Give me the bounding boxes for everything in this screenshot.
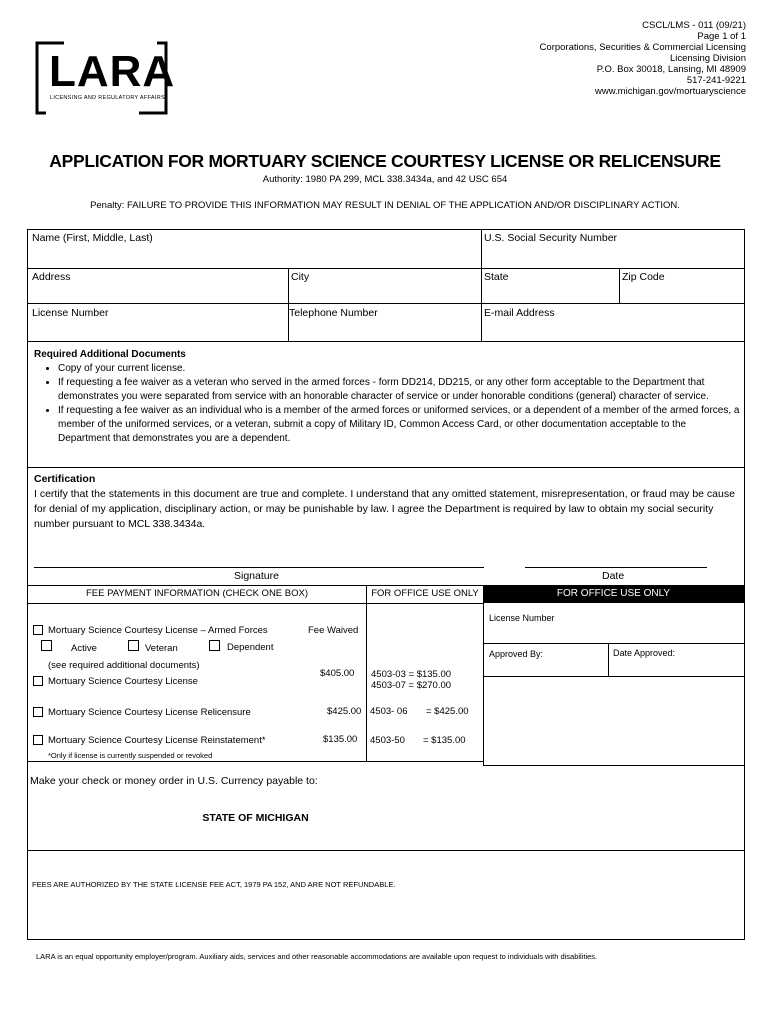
- armed-forces-checkbox[interactable]: [33, 625, 43, 635]
- courtesy-code-2: 4503-07 = $270.00: [371, 680, 452, 691]
- name-field[interactable]: Name (First, Middle, Last): [32, 232, 153, 244]
- telephone-field[interactable]: Telephone Number: [289, 307, 378, 319]
- relicensure-amount: $425.00: [327, 706, 362, 717]
- approved-by: Approved By:: [489, 649, 544, 659]
- agency-website: www.michigan.gov/mortuaryscience: [594, 86, 746, 97]
- date-approved: Date Approved:: [613, 648, 676, 658]
- veteran-label: Veteran: [145, 643, 178, 654]
- lara-logo: [34, 40, 176, 116]
- reinstatement-checkbox[interactable]: [33, 735, 43, 745]
- footer-text: LARA is an equal opportunity employer/program. Auxiliary aids, services and other reasonable accommodations are available upon request to individuals with disabilities.: [36, 952, 598, 961]
- signature-field[interactable]: Signature: [234, 570, 279, 582]
- office-use-column-heading: FOR OFFICE USE ONLY: [371, 588, 479, 599]
- reinstatement-code: 4503-50: [370, 735, 405, 746]
- list-item: • If requesting a fee waiver as an individual who is a member of the armed forces or uniformed services, or a dependent of a member of the armed forces, a member of the uniformed services, or a veteran, submit a copy of Military ID, Common Access Card, or other documentation acceptable to the Department that demonstrates you are a dependent.: [58, 404, 740, 446]
- required-documents: [34, 348, 740, 446]
- reinstatement-note: *Only if license is currently suspended or revoked: [48, 751, 213, 760]
- logo-subtext: LICENSING AND REGULATORY AFFAIRS: [50, 95, 165, 101]
- courtesy-note: (see required additional documents): [48, 660, 200, 671]
- zip-field[interactable]: Zip Code: [622, 271, 665, 283]
- relicensure-label: Mortuary Science Courtesy License Relicensure: [48, 707, 251, 718]
- armed-forces-label: Mortuary Science Courtesy License – Armed Forces: [48, 625, 268, 636]
- office-license-number: License Number: [489, 613, 555, 623]
- fees-note: FEES ARE AUTHORIZED BY THE STATE LICENSE FEE ACT, 1979 PA 152, AND ARE NOT REFUNDABLE.: [32, 880, 396, 889]
- certification-section: [34, 472, 740, 532]
- agency-name: Corporations, Securities & Commercial Licensing: [539, 42, 746, 53]
- logo-text: LARA: [49, 47, 176, 96]
- relicensure-code-amount: = $425.00: [426, 706, 469, 717]
- email-field[interactable]: E-mail Address: [484, 307, 555, 319]
- certification-heading: Certification: [34, 473, 96, 485]
- ssn-field[interactable]: U.S. Social Security Number: [484, 232, 618, 244]
- active-checkbox[interactable]: [41, 640, 52, 651]
- agency-address: P.O. Box 30018, Lansing, MI 48909: [596, 64, 746, 75]
- date-field[interactable]: Date: [602, 570, 625, 582]
- license-number-field[interactable]: License Number: [32, 307, 109, 319]
- reinstatement-label: Mortuary Science Courtesy License Reinstatement*: [48, 735, 266, 746]
- required-documents-heading: Required Additional Documents: [34, 349, 186, 360]
- payable-to: Make your check or money order in U.S. Currency payable to:: [30, 775, 318, 787]
- form-id: CSCL/LMS - 011 (09/21): [642, 20, 746, 31]
- list-item: • Copy of your current license.: [58, 362, 740, 376]
- relicensure-code: 4503- 06: [370, 706, 408, 717]
- penalty-line: Penalty: FAILURE TO PROVIDE THIS INFORMATION MAY RESULT IN DENIAL OF THE APPLICATION AND/OR DISCIPLINARY ACTION.: [90, 200, 680, 211]
- fee-heading: FEE PAYMENT INFORMATION (CHECK ONE BOX): [85, 588, 309, 599]
- page-number: Page 1 of 1: [697, 31, 746, 42]
- relicensure-checkbox[interactable]: [33, 707, 43, 717]
- certification-text: I certify that the statements in this document are true and complete. I understand that any omitted statement, misrepresentation, or fraud may be cause for denial of my application, disciplinary action, or may be punishable by law. I agree the Department is required by law to obtain my social security number pursuant to MCL 338.3434a.: [34, 488, 735, 530]
- courtesy-code-1: 4503-03 = $135.00: [371, 669, 452, 680]
- office-use-heading: FOR OFFICE USE ONLY: [483, 585, 744, 603]
- courtesy-checkbox[interactable]: [33, 676, 43, 686]
- armed-forces-amount: Fee Waived: [308, 625, 359, 636]
- form-title: APPLICATION FOR MORTUARY SCIENCE COURTESY LICENSE OR RELICENSURE: [49, 151, 721, 171]
- division-name: Licensing Division: [669, 53, 746, 64]
- agency-phone: 517-241-9221: [686, 75, 746, 86]
- active-label: Active: [71, 643, 97, 654]
- courtesy-label: Mortuary Science Courtesy License: [48, 676, 198, 687]
- courtesy-amount: $405.00: [320, 668, 355, 679]
- dependent-checkbox[interactable]: [209, 640, 220, 651]
- application-form: [27, 229, 745, 940]
- reinstatement-code-amount: = $135.00: [423, 735, 466, 746]
- state-field[interactable]: State: [484, 271, 509, 283]
- veteran-checkbox[interactable]: [128, 640, 139, 651]
- dependent-label: Dependent: [227, 642, 274, 653]
- city-field[interactable]: City: [291, 271, 310, 283]
- agency-header: [540, 20, 746, 97]
- address-field[interactable]: Address: [32, 271, 71, 283]
- reinstatement-amount: $135.00: [323, 734, 358, 745]
- payee: STATE OF MICHIGAN: [202, 812, 309, 824]
- authority-line: Authority: 1980 PA 299, MCL 338.3434a, and 42 USC 654: [262, 174, 508, 185]
- list-item: • If requesting a fee waiver as a veteran who served in the armed forces - form DD214, DD215, or any other form acceptable to the Department that demonstrates you were separated from service with an honorable character of service or under honorable conditions (general) character of service.: [58, 376, 740, 404]
